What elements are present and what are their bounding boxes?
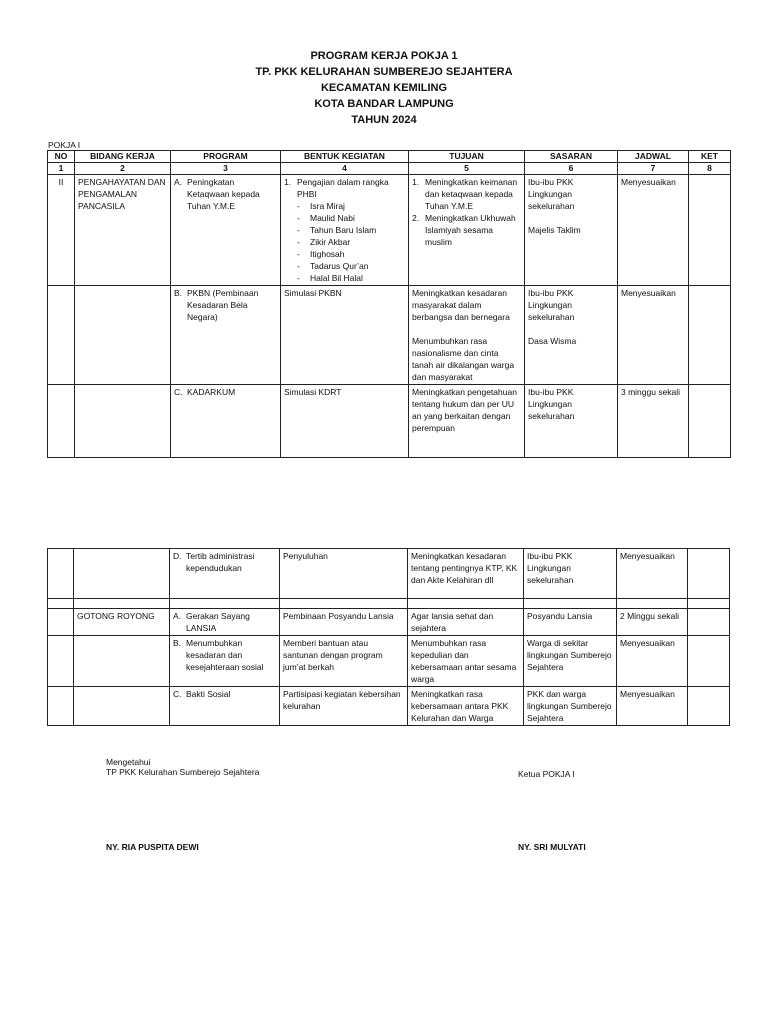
table-row <box>48 385 731 458</box>
col-number: 3 <box>171 163 281 175</box>
header-jadwal: JADWAL <box>618 151 689 163</box>
list-item: - Zikir Akbar <box>297 237 351 247</box>
header-ket: KET <box>689 151 731 163</box>
signature-left <box>106 757 259 777</box>
kegiatan-marker: 1. <box>284 177 292 187</box>
cell-bidang <box>74 636 170 687</box>
cell-jadwal: Menyesuaikan <box>617 636 688 687</box>
cell-bidang <box>74 687 170 726</box>
program-text: PKBN (Pembinaan Kesadaran Bela Negara) <box>187 288 259 322</box>
cell-program: C. KADARKUM <box>171 385 281 458</box>
header-program: PROGRAM <box>171 151 281 163</box>
cell-no <box>48 286 75 385</box>
table-row <box>48 286 731 385</box>
table-row <box>48 175 731 286</box>
table-header-row <box>48 151 731 163</box>
cell-ket <box>688 636 730 687</box>
cell-program <box>171 175 281 286</box>
table-row <box>48 687 730 726</box>
cell-kegiatan: Partisipasi kegiatan kebersihan kelurahan <box>280 687 408 726</box>
cell-tujuan: Meningkatkan kesadaran tentang pentingnya KTP, KK dan Akte Kelahiran dll <box>408 549 524 599</box>
cell-sasaran: Posyandu Lansia <box>524 609 617 636</box>
cell-program: A. Gerakan Sayang LANSIA <box>170 609 280 636</box>
cell-sasaran: Ibu-ibu PKK Lingkungan sekelurahan Dasa Wisma <box>525 286 618 385</box>
program-marker: A. <box>174 177 183 187</box>
kegiatan-sublist <box>284 200 405 284</box>
list-item: - Itighosah <box>297 249 345 259</box>
cell-sasaran: PKK dan warga lingkungan Sumberejo Sejahtera <box>524 687 617 726</box>
program-text: Peningkatan Ketaqwaan kepada Tuhan Y.M.E <box>187 177 260 211</box>
col-number: 4 <box>281 163 409 175</box>
title-line-1: PROGRAM KERJA POKJA 1 <box>310 50 458 62</box>
cell-no <box>48 609 74 636</box>
cell-program: D. Tertib administrasi kependudukan <box>170 549 280 599</box>
cell-sasaran: Warga di sekitar lingkungan Sumberejo Sejahtera <box>524 636 617 687</box>
cell-tujuan: Meningkatkan kesadaran masyarakat dalam berbangsa dan bernegara Menumbuhkan rasa nasionalisme dan cinta tanah air dikalangan warga dan masyarakat <box>409 286 525 385</box>
table-row <box>48 549 730 599</box>
col-number: 7 <box>618 163 689 175</box>
cell-no <box>48 636 74 687</box>
title-line-4: KOTA BANDAR LAMPUNG <box>314 98 454 110</box>
cell-jadwal: Menyesuaikan <box>618 175 689 286</box>
table-row <box>48 609 730 636</box>
cell-kegiatan: Penyuluhan <box>280 549 408 599</box>
cell-kegiatan <box>281 175 409 286</box>
cell-jadwal: Menyesuaikan <box>617 549 688 599</box>
list-item: - Maulid Nabi <box>297 213 355 223</box>
signature-left-name: NY. RIA PUSPITA DEWI <box>106 842 199 852</box>
cell-no <box>48 687 74 726</box>
cell-ket <box>689 175 731 286</box>
cell-jadwal: 3 minggu sekali <box>618 385 689 458</box>
cell-kegiatan: Simulasi PKBN <box>281 286 409 385</box>
header-no: NO <box>48 151 75 163</box>
cell-kegiatan: Simulasi KDRT <box>281 385 409 458</box>
cell-tujuan: Menumbuhkan rasa kepedulian dan kebersamaan antar sesama warga <box>408 636 524 687</box>
cell-jadwal: 2 Minggu sekali <box>617 609 688 636</box>
kegiatan-text: Pengajian dalam rangka PHBI <box>297 177 389 199</box>
sasaran-text: Ibu-ibu PKK Lingkungan sekelurahan <box>528 177 575 211</box>
title-line-2: TP. PKK KELURAHAN SUMBEREJO SEJAHTERA <box>255 66 513 78</box>
header-kegiatan: BENTUK KEGIATAN <box>281 151 409 163</box>
cell-no <box>48 385 75 458</box>
cell-jadwal: Menyesuaikan <box>618 286 689 385</box>
cell-bidang: GOTONG ROYONG <box>74 609 170 636</box>
program-text: Menumbuhkan kesadaran dan kesejahteraan sosial <box>186 638 264 672</box>
header-tujuan: TUJUAN <box>409 151 525 163</box>
cell-program: B. Menumbuhkan kesadaran dan kesejahteraan sosial <box>170 636 280 687</box>
cell-ket <box>689 385 731 458</box>
col-number: 5 <box>409 163 525 175</box>
pokja-label: POKJA I <box>48 140 81 150</box>
cell-ket <box>688 687 730 726</box>
program-table <box>47 150 731 458</box>
cell-program: B. PKBN (Pembinaan Kesadaran Bela Negara) <box>171 286 281 385</box>
list-item: - Halal Bil Halal <box>297 273 363 283</box>
col-number: 2 <box>75 163 171 175</box>
cell-bidang <box>74 549 170 599</box>
cell-tujuan: Agar lansia sehat dan sejahtera <box>408 609 524 636</box>
cell-bidang <box>75 286 171 385</box>
cell-no <box>48 549 74 599</box>
sasaran-text: Majelis Taklim <box>528 225 581 235</box>
program-text: KADARKUM <box>187 387 236 397</box>
cell-tujuan <box>409 175 525 286</box>
title-line-5: TAHUN 2024 <box>351 114 417 126</box>
title-line-3: KECAMATAN KEMILING <box>320 82 448 94</box>
table-number-row <box>48 163 731 175</box>
signature-left-org: TP PKK Kelurahan Sumberejo Sejahtera <box>106 767 260 777</box>
signature-right-label: Ketua POKJA I <box>518 769 575 779</box>
list-item: 2. Meningkatkan Ukhuwah Islamiyah sesama muslim <box>412 213 516 247</box>
col-number: 8 <box>689 163 731 175</box>
cell-jadwal: Menyesuaikan <box>617 687 688 726</box>
cell-ket <box>689 286 731 385</box>
cell-kegiatan: Memberi bantuan atau santunan dengan program jum’at berkah <box>280 636 408 687</box>
list-item: - Tahun Baru Islam <box>297 225 377 235</box>
list-item: - Tadarus Qur’an <box>297 261 369 271</box>
cell-tujuan: Meningkatkan rasa kebersamaan antara PKK Kelurahan dan Warga <box>408 687 524 726</box>
cell-kegiatan: Pembinaan Posyandu Lansia <box>280 609 408 636</box>
document-title <box>0 48 768 128</box>
cell-sasaran: Ibu-ibu PKK Lingkungan sekelurahan <box>524 549 617 599</box>
program-text: Tertib administrasi kependudukan <box>186 551 255 573</box>
header-bidang: BIDANG KERJA <box>75 151 171 163</box>
cell-bidang: PENGAHAYATAN DAN PENGAMALAN PANCASILA <box>75 175 171 286</box>
cell-tujuan: Meningkatkan pengetahuan tentang hukum dan per UU an yang berkaitan dengan perempuan <box>409 385 525 458</box>
cell-program: C. Bakti Sosial <box>170 687 280 726</box>
list-item: - Isra Miraj <box>297 201 345 211</box>
program-text: Gerakan Sayang LANSIA <box>186 611 250 633</box>
col-number: 1 <box>48 163 75 175</box>
table-row-empty <box>48 599 730 609</box>
table-row <box>48 636 730 687</box>
cell-ket <box>688 549 730 599</box>
cell-sasaran <box>525 175 618 286</box>
cell-bidang <box>75 385 171 458</box>
cell-ket <box>688 609 730 636</box>
signature-right-name: NY. SRI MULYATI <box>518 842 586 852</box>
col-number: 6 <box>525 163 618 175</box>
signature-left-label: Mengetahui <box>106 757 151 767</box>
program-text: Bakti Sosial <box>186 689 231 699</box>
list-item: 1. Meningkatkan keimanan dan ketaqwaan kepada Tuhan Y.M.E <box>412 177 518 211</box>
cell-no: II <box>48 175 75 286</box>
cell-sasaran: Ibu-ibu PKK Lingkungan sekelurahan <box>525 385 618 458</box>
header-sasaran: SASARAN <box>525 151 618 163</box>
program-table-continued <box>47 548 730 726</box>
